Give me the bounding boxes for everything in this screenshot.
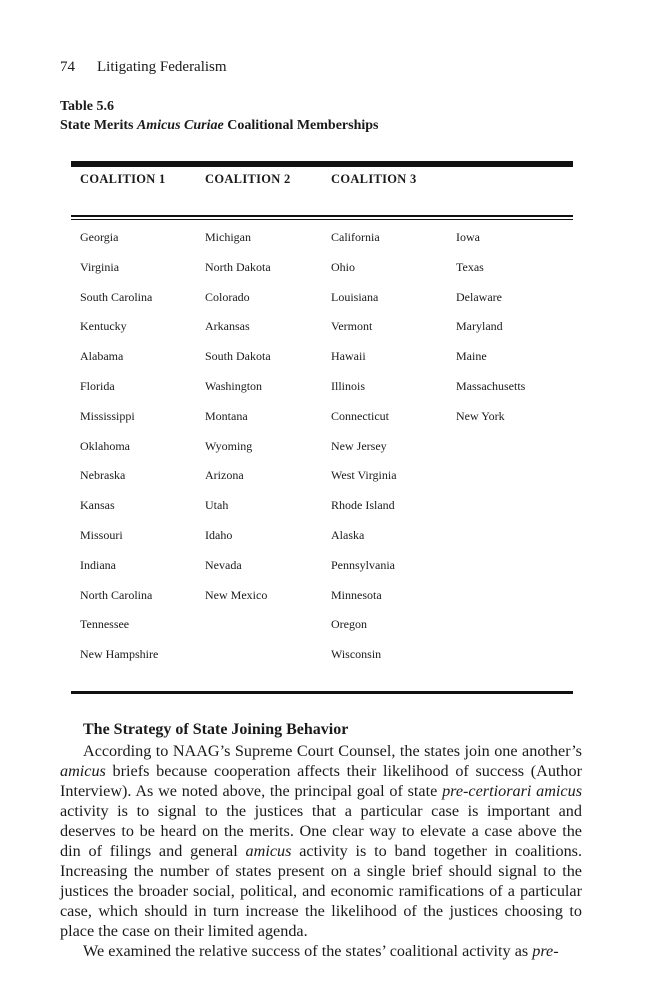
table-cell: Florida xyxy=(80,379,115,393)
table-label: Table 5.6 xyxy=(60,99,114,114)
page-number: 74 xyxy=(60,59,75,75)
table-cell: Kansas xyxy=(80,498,115,513)
table-cell: Indiana xyxy=(80,557,116,572)
table-cell: New Jersey xyxy=(331,438,387,453)
table-cell: Iowa xyxy=(456,230,480,244)
table-cell: Pennsylvania xyxy=(331,557,395,572)
table-cell: Texas xyxy=(456,259,484,274)
column-header-coalition-3: COALITION 3 xyxy=(331,172,417,186)
table-cell: Nebraska xyxy=(80,468,126,483)
table-cell: Maryland xyxy=(456,319,503,334)
table-cell: Oklahoma xyxy=(80,438,130,453)
header-divider-rule xyxy=(71,215,573,217)
table-cell: Alabama xyxy=(80,349,124,364)
table-cell: Washington xyxy=(205,379,263,393)
table-cell: Illinois xyxy=(331,379,366,393)
column-header-coalition-2: COALITION 2 xyxy=(205,172,291,186)
header-divider-rule-thin xyxy=(71,219,573,220)
table-title: State Merits Amicus Curiae Coalitional Memberships xyxy=(60,118,379,133)
table-bottom-rule xyxy=(71,691,573,694)
table-cell: North Carolina xyxy=(80,587,153,602)
paragraph-2: We examined the relative success of the states’ coalitional activity as pre- xyxy=(83,942,559,960)
table-cell: West Virginia xyxy=(331,468,397,483)
paragraph-1: According to NAAG’s Supreme Court Counsel, the states join one another’s amicus briefs because cooperation affects their likelihood of success (Author Interview). As we noted above, the principal goal of state pre-certiorari amicus activity is to signal to the justices that a particular case is important and deserves to be heard on the merits. One clear way to elevate a case above the din of filings and general amicus activity is to band together in coalitions. Increasing the number of states present on a single brief should signal to the justices the broader social, political, and economic ramifications of a particular case, which should in turn increase the likelihood of the justices choosing to place the case on their limited agenda. xyxy=(60,742,583,940)
table-cell: Wisconsin xyxy=(331,647,382,662)
table-cell: Oregon xyxy=(331,617,367,632)
table-cell: North Dakota xyxy=(205,259,271,274)
table-cell: Virginia xyxy=(80,259,120,274)
table-cell: Ohio xyxy=(331,259,355,274)
table-cell: Michigan xyxy=(205,230,251,244)
table-cell: New Mexico xyxy=(205,587,268,602)
table-cell: Vermont xyxy=(331,319,373,334)
table-cell: Connecticut xyxy=(331,408,389,423)
table-caption xyxy=(60,97,379,135)
table-cell: Delaware xyxy=(456,289,502,304)
table-cell: Alaska xyxy=(331,528,365,542)
table-cell: Kentucky xyxy=(80,319,127,334)
table-cell: Missouri xyxy=(80,528,123,542)
body-text xyxy=(60,741,582,961)
table-cell: Mississippi xyxy=(80,408,135,423)
table-cell: South Dakota xyxy=(205,349,271,364)
table-cell: Georgia xyxy=(80,230,119,244)
table-cell: Idaho xyxy=(205,528,233,542)
table-cell: Minnesota xyxy=(331,587,382,602)
table-cell: Utah xyxy=(205,498,229,513)
table-cell: New York xyxy=(456,408,505,423)
table-cell: Arkansas xyxy=(205,319,250,334)
section-heading: The Strategy of State Joining Behavior xyxy=(83,721,349,738)
table-cell: California xyxy=(331,230,380,244)
table-cell: Tennessee xyxy=(80,617,130,632)
column-header-coalition-1: COALITION 1 xyxy=(80,172,166,186)
table-cell: Nevada xyxy=(205,557,242,572)
table-cell: Montana xyxy=(205,408,248,423)
table-cell: Maine xyxy=(456,349,487,364)
table-cell: Massachusetts xyxy=(456,379,526,393)
table-cell: Hawaii xyxy=(331,349,366,364)
table-cell: South Carolina xyxy=(80,289,153,304)
running-head-title: Litigating Federalism xyxy=(97,59,227,75)
table-cell: Louisiana xyxy=(331,289,379,304)
running-head xyxy=(60,59,227,76)
table-cell: Rhode Island xyxy=(331,498,395,513)
table-cell: Arizona xyxy=(205,468,244,483)
table-cell: Wyoming xyxy=(205,438,253,453)
table-cell: New Hampshire xyxy=(80,647,159,662)
table-cell: Colorado xyxy=(205,289,250,304)
table-top-rule xyxy=(71,161,573,167)
